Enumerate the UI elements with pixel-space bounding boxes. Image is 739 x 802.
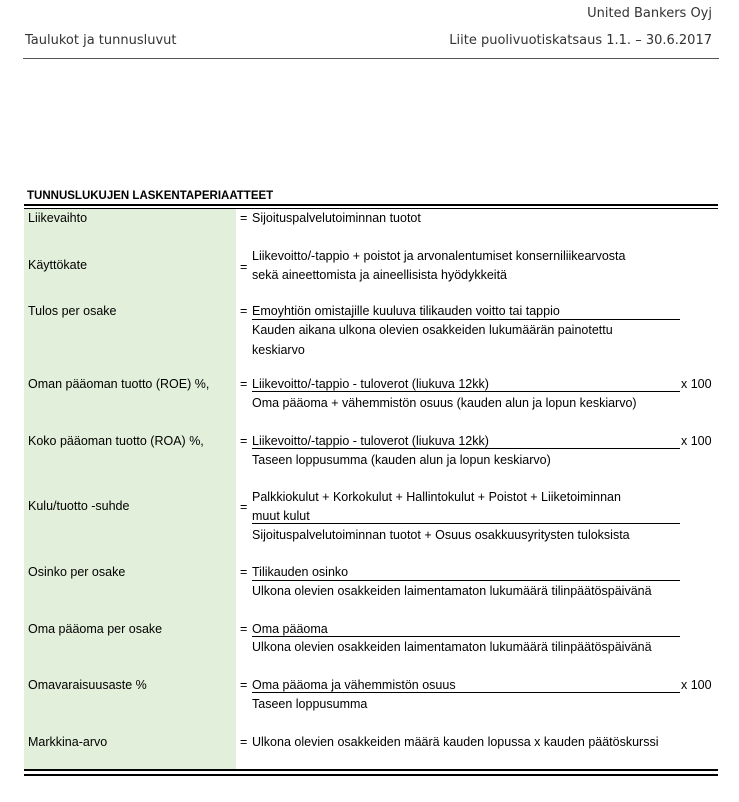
denominator-roa: Taseen loppusumma (kauden alun ja lopun keskiarvo)	[252, 453, 551, 467]
multiplier-100: x 100	[681, 377, 712, 391]
equals-sign: =	[240, 735, 248, 749]
row-label-roa: Koko pääoman tuotto (ROA) %,	[28, 434, 204, 448]
denominator-oma-paaoma: Ulkona olevien osakkeiden laimentamaton lukumäärä tilinpäätöspäivänä	[252, 640, 652, 654]
equals-sign: =	[240, 678, 248, 692]
row-label-kayttokate: Käyttökate	[28, 258, 88, 272]
denominator-tulos-per-osake-line1: Kauden aikana ulkona olevien osakkeiden lukumäärän painotettu	[252, 323, 613, 337]
company-name: United Bankers Oyj	[587, 6, 712, 21]
numerator-omavaraisuusaste: Oma pääoma ja vähemmistön osuus	[252, 678, 456, 692]
equals-sign: =	[240, 434, 248, 448]
equals-sign: =	[240, 304, 248, 318]
formula-kayttokate-line1: Liikevoitto/-tappio + poistot ja arvonalentumiset konserniliikearvosta	[252, 249, 626, 263]
row-label-oma-paaoma-per-osake: Oma pääoma per osake	[28, 622, 163, 636]
equals-sign: =	[240, 377, 248, 391]
denominator-osinko: Ulkona olevien osakkeiden laimentamaton lukumäärä tilinpäätöspäivänä	[252, 584, 652, 598]
row-label-tulos-per-osake: Tulos per osake	[28, 304, 117, 318]
equals-sign: =	[240, 622, 248, 636]
multiplier-100: x 100	[681, 434, 712, 448]
numerator-kulu-tuotto-line2: muut kulut	[252, 509, 310, 523]
numerator-tulos-per-osake: Emoyhtiön omistajille kuuluva tilikauden voitto tai tappio	[252, 304, 560, 318]
fraction-line	[252, 391, 680, 392]
equals-sign: =	[240, 211, 248, 225]
report-title: Liite puolivuotiskatsaus 1.1. – 30.6.2017	[449, 33, 712, 48]
table-title: TUNNUSLUKUJEN LASKENTAPERIAATTEET	[27, 190, 274, 202]
fraction-line	[252, 448, 680, 449]
section-title: Taulukot ja tunnusluvut	[25, 33, 177, 48]
table-top-rule	[24, 204, 718, 206]
row-label-roe: Oman pääoman tuotto (ROE) %,	[28, 377, 210, 391]
table-bottom-rule	[24, 769, 718, 771]
fraction-line	[252, 523, 680, 524]
row-label-kulu-tuotto: Kulu/tuotto -suhde	[28, 499, 130, 513]
formula-kayttokate-line2: sekä aineettomista ja aineellisista hyödykkeitä	[252, 268, 507, 282]
denominator-roe: Oma pääoma + vähemmistön osuus (kauden alun ja lopun keskiarvo)	[252, 396, 637, 410]
formula-markkina-arvo: Ulkona olevien osakkeiden määrä kauden lopussa x kauden päätöskurssi	[252, 735, 659, 749]
equals-sign: =	[240, 500, 248, 514]
table-bottom-rule-2	[24, 774, 718, 776]
numerator-osinko: Tilikauden osinko	[252, 565, 349, 579]
denominator-omavaraisuusaste: Taseen loppusumma	[252, 697, 368, 711]
equals-sign: =	[240, 260, 248, 274]
formula-liikevaihto: Sijoituspalvelutoiminnan tuotot	[252, 211, 421, 225]
denominator-kulu-tuotto: Sijoituspalvelutoiminnan tuotot + Osuus osakkuusyritysten tuloksista	[252, 528, 630, 542]
row-label-omavaraisuusaste: Omavaraisuusaste %	[28, 678, 147, 692]
denominator-tulos-per-osake-line2: keskiarvo	[252, 343, 305, 357]
numerator-roa: Liikevoitto/-tappio - tuloverot (liukuva 12kk)	[252, 434, 489, 448]
numerator-oma-paaoma: Oma pääoma	[252, 622, 328, 636]
numerator-roe: Liikevoitto/-tappio - tuloverot (liukuva 12kk)	[252, 377, 489, 391]
row-label-liikevaihto: Liikevaihto	[28, 211, 88, 225]
fraction-line	[252, 692, 680, 693]
row-label-markkina-arvo: Markkina-arvo	[28, 735, 108, 749]
row-label-osinko-per-osake: Osinko per osake	[28, 565, 126, 579]
equals-sign: =	[240, 565, 248, 579]
numerator-kulu-tuotto-line1: Palkkiokulut + Korkokulut + Hallintokulut + Poistot + Liiketoiminnan	[252, 490, 621, 504]
multiplier-100: x 100	[681, 678, 712, 692]
header-divider	[23, 58, 719, 59]
